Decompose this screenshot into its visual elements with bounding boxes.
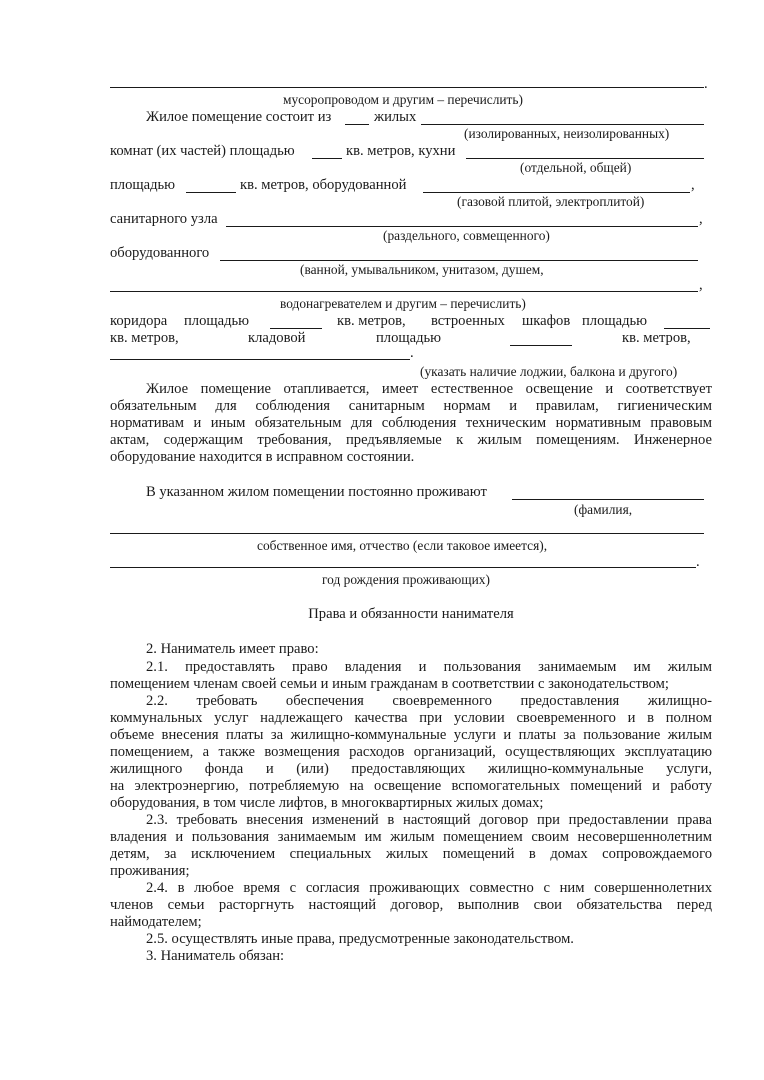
trash-chute-line[interactable] xyxy=(110,87,704,88)
closets-label-2: шкафов xyxy=(522,313,571,329)
hint-bathroom: (раздельного, совмещенного) xyxy=(383,228,550,243)
hint-kitchen: (отдельной, общей) xyxy=(520,160,632,175)
loggia-field[interactable] xyxy=(110,359,410,360)
clause-2-2-line-6: на электроэнергию, потребляемую на освещение вспомогательных помещений и работу xyxy=(110,778,712,794)
clause-2-3-line-2: владения и пользования занимаемым им жилым помещением своим несовершеннолетним xyxy=(110,829,712,845)
clause-2-3-line-4: проживания; xyxy=(110,863,190,879)
clause-2-3-line-1: 2.3. требовать внесения изменений в настоящий договор при предоставлении права xyxy=(146,812,712,828)
end-dot-3: . xyxy=(696,554,700,570)
equipment-field[interactable] xyxy=(220,260,698,261)
bathroom-type-field[interactable] xyxy=(226,226,698,227)
hint-surname: (фамилия, xyxy=(574,502,633,517)
heating-line-4: актам, содержащим требования, предъявляемые к жилым помещениям. Инженерное xyxy=(110,432,712,448)
comma-1: , xyxy=(691,177,695,193)
hint-isolated: (изолированных, неизолированных) xyxy=(464,126,670,141)
area-mid: кв. метров, кухни xyxy=(346,143,456,159)
kitchen-area-prefix: площадью xyxy=(110,177,176,193)
bathroom-prefix: санитарного узла xyxy=(110,211,218,227)
hint-loggia: (указать наличие лоджии, балкона и другого) xyxy=(420,364,678,379)
storage-unit: кв. метров, xyxy=(622,330,691,346)
storage-area-label: площадью xyxy=(376,330,442,346)
heating-line-5: оборудование находится в исправном состоянии. xyxy=(110,449,415,465)
comma-2: , xyxy=(699,211,703,227)
corridor-area-field[interactable] xyxy=(270,328,322,329)
clause-2-2-line-4: помещением, а также возмещения расходов организаций, осуществляющих эксплуатацию xyxy=(110,744,712,760)
kitchen-type-field[interactable] xyxy=(466,158,704,159)
clause-2-2-line-3: объеме внесения платы за жилищно-коммунальные услуги и платы за пользование жилым xyxy=(110,727,712,743)
heating-line-2: обязательным для соблюдения санитарным нормам и правилам, гигиеническим xyxy=(110,398,712,414)
clause-2-5: 2.5. осуществлять иные права, предусмотренные законодательством. xyxy=(146,931,574,947)
clause-2-2-line-1: 2.2. требовать обеспечения своевременного предоставления жилищно- xyxy=(146,693,712,709)
corridor-area-label: площадью xyxy=(184,313,250,329)
closets-area-label: площадью xyxy=(582,313,648,329)
clause-2-4-line-1: 2.4. в любое время с согласия проживающих совместно с ним совершеннолетних xyxy=(146,880,712,896)
hint-name: собственное имя, отчество (если таковое имеется), xyxy=(257,538,548,553)
equipped-prefix: оборудованного xyxy=(110,245,210,261)
area-prefix: комнат (их частей) площадью xyxy=(110,143,295,159)
residents-field-2[interactable] xyxy=(110,533,704,534)
hint-bath: (ванной, умывальником, унитазом, душем, xyxy=(300,262,544,277)
clause-2-2-line-5: жилищного фонда и (или) предоставляющих жилищно-коммунальные услуги, xyxy=(110,761,712,777)
clause-2-3-line-3: детям, за исключением специальных жилых помещений в домах сопровождаемого xyxy=(110,846,712,862)
clause-2-2-line-2: коммунальных услуг надлежащего качества при условии своевременного и в полном xyxy=(110,710,712,726)
closets-area-field[interactable] xyxy=(664,328,710,329)
rooms-prefix: Жилое помещение состоит из xyxy=(146,109,332,125)
closets-label-1: встроенных xyxy=(431,313,505,329)
kitchen-area-field[interactable] xyxy=(186,192,236,193)
residents-field-3[interactable] xyxy=(110,567,696,568)
residents-field[interactable] xyxy=(512,499,704,500)
closets-unit: кв. метров, xyxy=(110,330,179,346)
corridor-label: коридора xyxy=(110,313,168,329)
equipment-field-2[interactable] xyxy=(110,291,698,292)
stove-type-field[interactable] xyxy=(423,192,690,193)
rooms-area-field[interactable] xyxy=(312,158,342,159)
rooms-type-field[interactable] xyxy=(421,124,704,125)
clause-2-4-line-2: членов семьи расторгнуть настоящий договор, выполнив свои обязательства перед xyxy=(110,897,712,913)
hint-trash-chute: мусоропроводом и другим – перечислить) xyxy=(283,92,523,107)
storage-area-field[interactable] xyxy=(510,345,572,346)
clause-2-4-line-3: наймодателем; xyxy=(110,914,202,930)
hint-heater: водонагревателем и другим – перечислить) xyxy=(280,296,526,311)
hint-birth-year: год рождения проживающих) xyxy=(322,572,490,587)
hint-stove: (газовой плитой, электроплитой) xyxy=(457,194,645,209)
section-title: Права и обязанности нанимателя xyxy=(308,606,514,622)
clause-2-2-line-7: оборудования, в том числе лифтов, в многоквартирных жилых домах; xyxy=(110,795,544,811)
rooms-mid: жилых xyxy=(374,109,417,125)
end-dot: . xyxy=(704,76,708,92)
clause-2-1-line-2: помещением членам своей семьи и иным гражданам в соответствии с законодательством; xyxy=(110,676,669,692)
comma-3: , xyxy=(699,277,703,293)
clause-2: 2. Наниматель имеет право: xyxy=(146,641,319,657)
storage-label: кладовой xyxy=(248,330,306,346)
clause-3: 3. Наниматель обязан: xyxy=(146,948,285,964)
end-dot-2: . xyxy=(410,345,414,361)
corridor-unit: кв. метров, xyxy=(337,313,406,329)
heating-line-1: Жилое помещение отапливается, имеет естественное освещение и соответствует xyxy=(146,381,712,397)
heating-line-3: нормативам и иным обязательным для соблюдения техническим нормативным правовым xyxy=(110,415,712,431)
residents-prefix: В указанном жилом помещении постоянно проживают xyxy=(146,484,487,500)
rooms-count-field[interactable] xyxy=(345,124,369,125)
kitchen-area-mid: кв. метров, оборудованной xyxy=(240,177,407,193)
clause-2-1-line-1: 2.1. предоставлять право владения и пользования занимаемым им жилым xyxy=(146,659,712,675)
